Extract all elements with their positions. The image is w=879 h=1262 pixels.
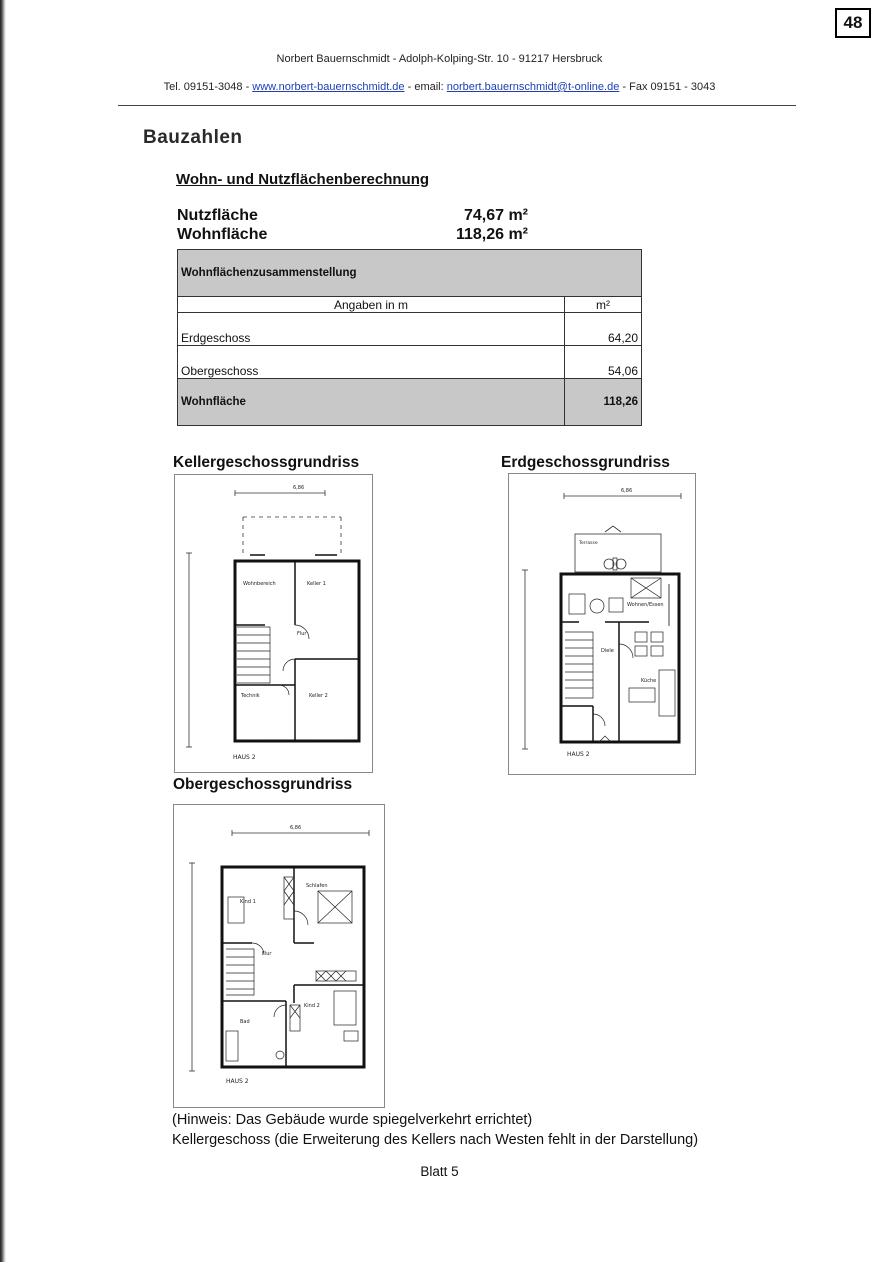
keller-haus-label: HAUS 2 [233,754,256,761]
ober-haus-label: HAUS 2 [226,1078,249,1085]
keller-room-label: Keller 2 [309,693,328,699]
header-email-prefix: - email: [404,81,447,93]
ober-floorplan-drawing [174,805,384,1107]
keller-room-label: Flur [297,631,307,637]
sheet-number: Blatt 5 [420,1164,459,1179]
keller-plan-title: Kellergeschossgrundriss [173,454,360,471]
header-fax: - Fax 09151 - 3043 [619,81,716,93]
erd-room-label: Terrasse [579,541,598,546]
wohnflaeche-value: 118,26 m² [455,226,528,243]
note-kellergeschoss: Kellergeschoss (die Erweiterung des Kellers nach Westen fehlt in der Darstellung) [172,1132,699,1148]
table-row [178,313,642,346]
keller-room-label: Keller 1 [307,581,326,587]
website-link[interactable]: www.norbert-bauernschmidt.de [252,81,405,93]
erd-room-label: Küche [641,678,657,684]
table-total-row [178,379,642,426]
table-row [178,346,642,379]
total-label: Wohnfläche [178,379,565,426]
erd-width-dim: 6,86 [621,488,633,494]
keller-floorplan [174,474,373,773]
email-link[interactable]: norbert.bauernschmidt@t-online.de [446,81,620,93]
ober-width-dim: 6,86 [290,825,302,831]
ober-room-label: Kind 1 [240,899,256,905]
ober-plan-title: Obergeschossgrundriss [173,776,353,793]
keller-room-label: Wohnbereich [243,581,276,587]
page-number: 48 [835,8,871,38]
keller-width-dim: 6,86 [293,485,305,491]
wohnflaechen-table [177,249,642,426]
ober-room-label: Schlafen [306,883,328,889]
header-address: Norbert Bauernschmidt - Adolph-Kolping-Str. 10 - 91217 Hersbruck [276,53,603,65]
column-header-label: Angaben in m [178,297,565,313]
row-value: 54,06 [565,346,642,379]
erd-plan-title: Erdgeschossgrundriss [501,454,670,471]
keller-room-label: Technik [241,693,260,699]
ober-room-label: Flur [262,951,272,957]
erd-haus-label: HAUS 2 [567,751,590,758]
header-tel: Tel. 09151-3048 - [163,81,253,93]
total-value: 118,26 [565,379,642,426]
scan-edge [0,0,6,1262]
table-heading: Wohnflächenzusammenstellung [178,250,642,297]
erd-floorplan-drawing [509,474,695,774]
ober-room-label: Kind 2 [304,1003,320,1009]
erd-floorplan [508,473,696,775]
header-divider [118,105,796,106]
column-header-unit: m² [565,297,642,313]
nutzflaeche-label: Nutzfläche [177,207,258,224]
row-label: Erdgeschoss [178,313,565,346]
row-value: 64,20 [565,313,642,346]
erd-room-label: Wohnen/Essen [627,602,664,608]
page-title: Bauzahlen [143,127,243,148]
table-column-row [178,297,642,313]
erd-room-label: Diele [601,648,614,654]
row-label: Obergeschoss [178,346,565,379]
nutzflaeche-value: 74,67 m² [463,207,528,224]
keller-floorplan-drawing [175,475,372,772]
ober-room-label: Bad [240,1019,250,1025]
section-subtitle: Wohn- und Nutzflächenberechnung [176,171,430,188]
wohnflaeche-label: Wohnfläche [177,226,268,243]
table-heading-row [178,250,642,297]
note-mirrored: (Hinweis: Das Gebäude wurde spiegelverkehrt errichtet) [172,1112,533,1128]
ober-floorplan [173,804,385,1108]
header-contact [0,81,879,93]
